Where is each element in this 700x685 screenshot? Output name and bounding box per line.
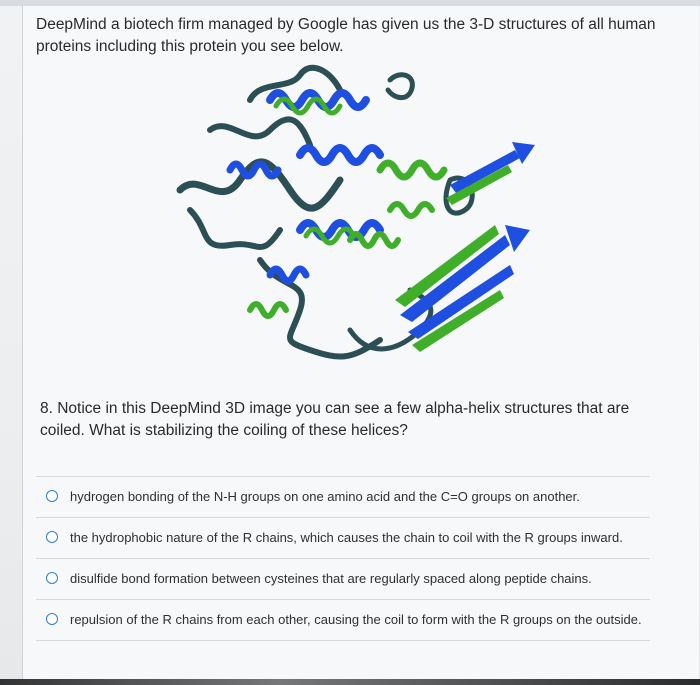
alpha-helix — [390, 204, 432, 216]
coil-loop — [180, 162, 340, 208]
alpha-helix — [380, 163, 444, 177]
answer-list — [36, 476, 650, 641]
answer-option[interactable] — [36, 599, 650, 641]
answer-option[interactable] — [36, 476, 650, 517]
answer-option[interactable] — [36, 517, 650, 558]
coil-loop — [250, 68, 340, 100]
answer-label: repulsion of the R chains from each other, causing the coil to form with the R groups on the outside. — [70, 612, 642, 627]
question-text: 8. Notice in this DeepMind 3D image you can see a few alpha-helix structures that are coiled. What is stabilizing the coiling of these helices? — [40, 400, 630, 439]
intro-text: DeepMind a biotech firm managed by Google has given us the 3-D structures of all human proteins including this protein you see below. — [36, 16, 656, 55]
coil-loop — [190, 210, 280, 247]
coil-loop — [350, 290, 431, 349]
answer-label: hydrogen bonding of the N-H groups on one amino acid and the C=O groups on another. — [70, 489, 580, 504]
radio-button[interactable] — [46, 531, 58, 543]
alpha-helix — [250, 304, 286, 316]
answer-label: disulfide bond formation between cysteines that are regularly spaced along peptide chains. — [70, 571, 592, 586]
protein-structure-image — [150, 60, 550, 390]
coil-loop — [210, 119, 310, 145]
answer-option[interactable] — [36, 558, 650, 599]
radio-button[interactable] — [46, 490, 58, 502]
beta-strand — [505, 225, 530, 252]
answer-label: the hydrophobic nature of the R chains, which causes the chain to coil with the R groups inward. — [70, 530, 623, 545]
alpha-helix — [300, 148, 380, 162]
radio-button[interactable] — [46, 572, 58, 584]
radio-button[interactable] — [46, 613, 58, 625]
coil-loop — [388, 75, 412, 98]
bottom-bar — [0, 679, 700, 685]
